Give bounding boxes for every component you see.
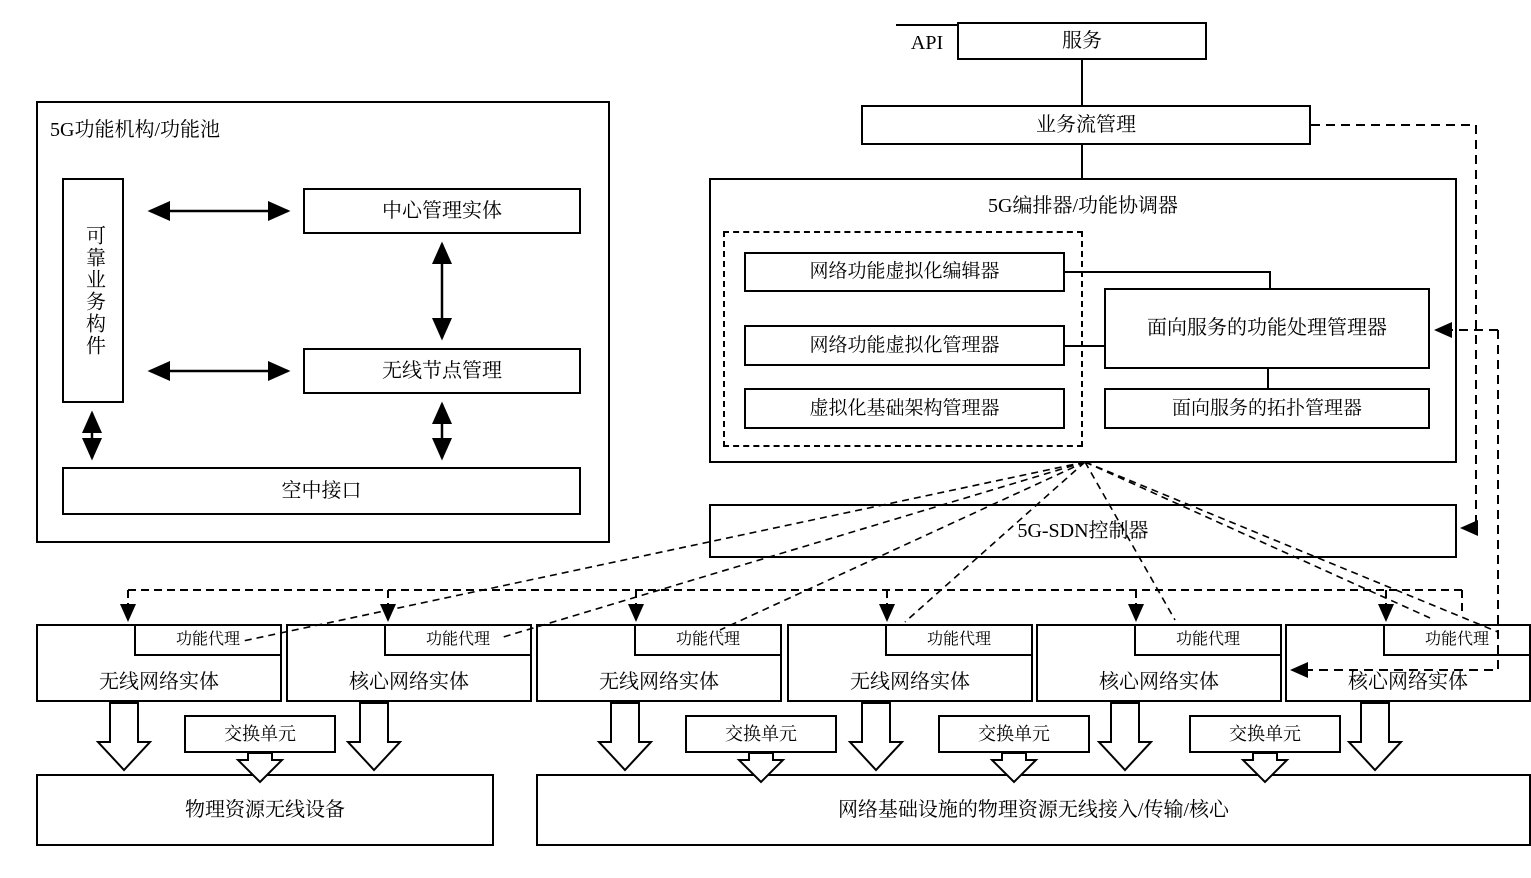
service-flow-management-box: 业务流管理 — [861, 105, 1311, 145]
switch-unit-2: 交换单元 — [938, 715, 1090, 753]
service-topology-manager-box: 面向服务的拓扑管理器 — [1104, 388, 1430, 429]
entity-name-1: 核心网络实体 — [349, 670, 469, 693]
function-agent-3: 功能代理 — [885, 624, 1033, 656]
connector-service-to-flow — [1081, 60, 1083, 105]
function-agent-5: 功能代理 — [1383, 624, 1531, 656]
connector-nfv-vertical — [1269, 271, 1271, 288]
orchestrator-title: 5G编排器/功能协调器 — [988, 194, 1178, 217]
vim-box: 虚拟化基础架构管理器 — [744, 388, 1065, 429]
bottom-right-resource-box: 网络基础设施的物理资源无线接入/传输/核心 — [536, 774, 1531, 846]
switch-unit-3: 交换单元 — [1189, 715, 1341, 753]
connector-flow-to-orchestrator — [1081, 145, 1083, 178]
switch-unit-0: 交换单元 — [184, 715, 336, 753]
function-agent-4: 功能代理 — [1134, 624, 1282, 656]
nfv-editor-box: 网络功能虚拟化编辑器 — [744, 252, 1065, 292]
entity-name-3: 无线网络实体 — [850, 670, 970, 693]
sdn-controller-box: 5G-SDN控制器 — [709, 504, 1457, 558]
air-interface-box: 空中接口 — [62, 467, 581, 515]
entity-name-2: 无线网络实体 — [599, 670, 719, 693]
connector-sfm-to-stm — [1267, 369, 1269, 388]
connector-nfv-manager-right — [1065, 345, 1104, 347]
entity-name-5: 核心网络实体 — [1348, 670, 1468, 693]
central-management-entity-box: 中心管理实体 — [303, 188, 581, 234]
bottom-left-resource-box: 物理资源无线设备 — [36, 774, 494, 846]
service-function-manager-box: 面向服务的功能处理管理器 — [1104, 288, 1430, 369]
entity-name-4: 核心网络实体 — [1099, 670, 1219, 693]
nfv-manager-box: 网络功能虚拟化管理器 — [744, 325, 1065, 366]
connector-nfv-editor-right — [1065, 271, 1271, 273]
left-panel-title: 5G功能机构/功能池 — [50, 118, 220, 141]
function-agent-0: 功能代理 — [134, 624, 282, 656]
service-box: 服务 — [957, 22, 1207, 60]
entity-name-0: 无线网络实体 — [99, 670, 219, 693]
switch-unit-1: 交换单元 — [685, 715, 837, 753]
function-agent-2: 功能代理 — [634, 624, 782, 656]
api-label: API — [896, 24, 958, 60]
function-agent-1: 功能代理 — [384, 624, 532, 656]
reliable-service-component-box: 可靠业务构件 — [62, 178, 124, 403]
radio-node-management-box: 无线节点管理 — [303, 348, 581, 394]
